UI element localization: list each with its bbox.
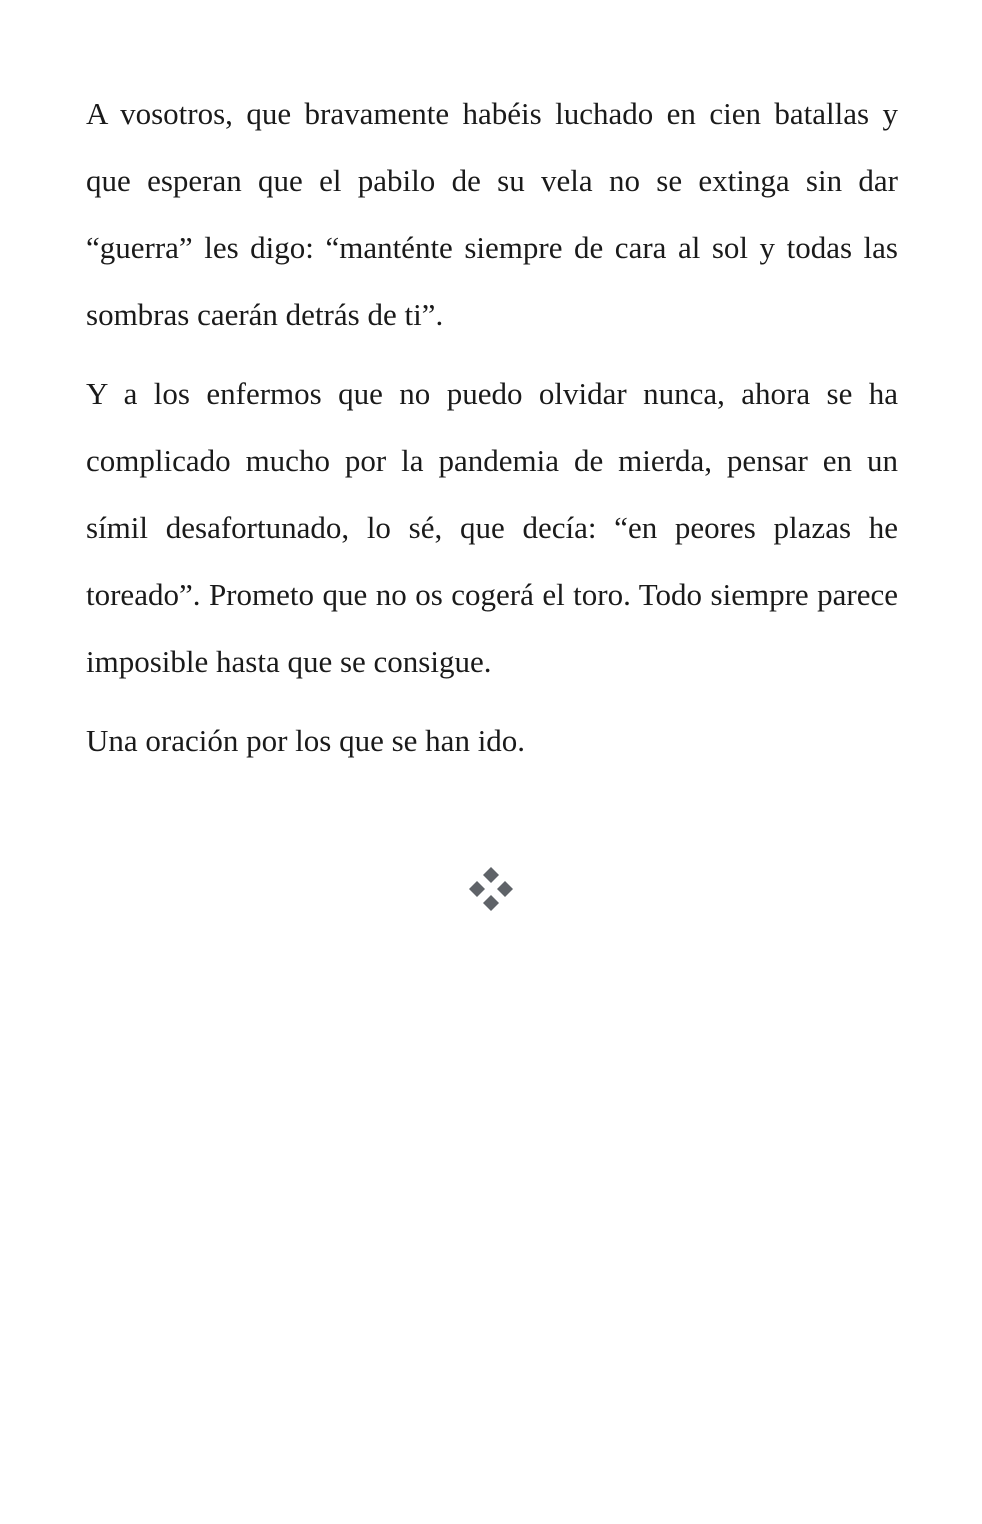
section-break-ornament-icon	[467, 866, 515, 914]
paragraph-1: A vosotros, que bravamente habéis luchado en cien batallas y que esperan que el pabilo de su vela no se extinga sin dar “guerra” les digo: “manténte siempre de cara al sol y todas las sombras caerán detrás de ti”.	[86, 96, 898, 332]
reader-page	[86, 80, 898, 786]
paragraph-3: Una oración por los que se han ido.	[86, 723, 526, 758]
paragraph-2: Y a los enfermos que no puedo olvidar nunca, ahora se ha complicado mucho por la pandemia de mierda, pensar en un símil desafortunado, lo sé, que decía: “en peores plazas he toreado”. Prometo que no os cogerá el toro. Todo siempre parece imposible hasta que se consigue.	[86, 376, 898, 679]
